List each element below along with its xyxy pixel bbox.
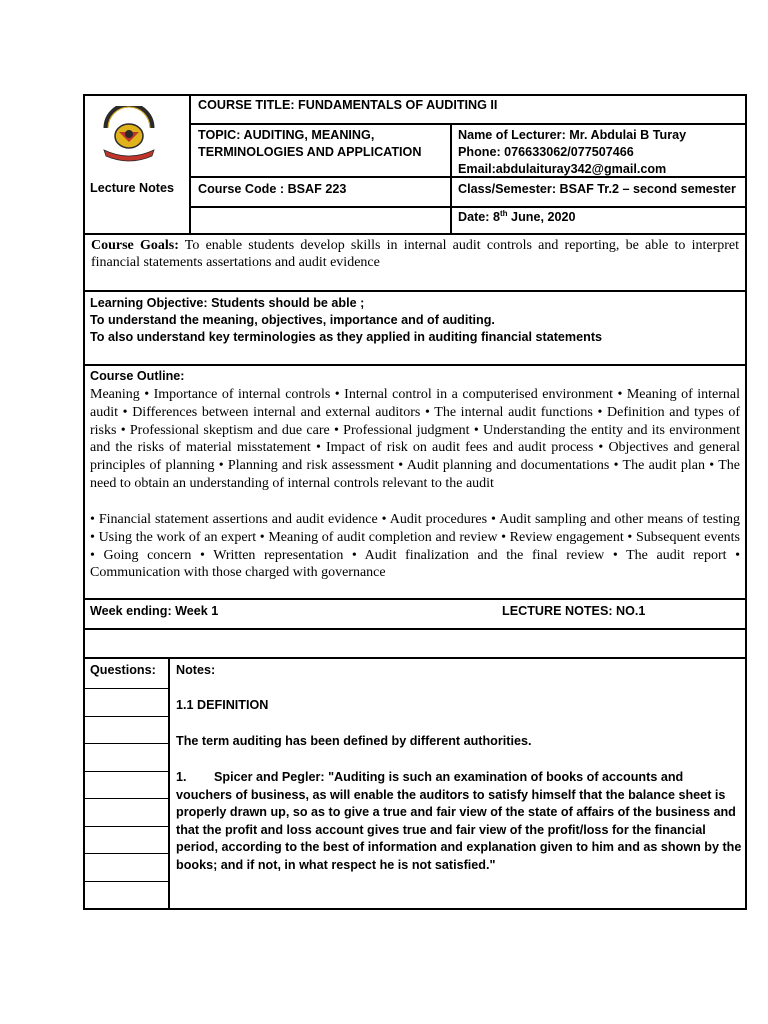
header-divider-vertical-left	[189, 94, 191, 234]
definition-intro: The term auditing has been defined by different authorities.	[176, 734, 532, 748]
course-outline-paragraph-1: Meaning • Importance of internal controls • Internal control in a computerised environment • Meaning of internal audit • Differences between internal and external auditors • The internal audit functions • Definition and types of risks • Professional skeptism and due care • Professional judgment • Understanding the entity and its environment and the risks of material misstatement • Impact of risk on audit fees and audit process • Objectives and general principles of planning • Planning and risk assessment • Audit planning and documentations • The audit plan • The need to obtain an understanding of internal controls relevant to the audit	[90, 387, 740, 491]
notes-label: Notes:	[176, 663, 216, 677]
lecturer-phone: Phone: 076633062/077507466	[458, 145, 634, 159]
course-outline-paragraph-2: • Financial statement assertions and audit evidence • Audit procedures • Audit sampling and other means of testing • Using the work of an expert • Meaning of audit completion and review • Review engagement • Subsequent events • Going concern • Written representation • Audit finalization and the final review • The audit report • Communication with those charged with governance	[90, 512, 740, 581]
question-line-8	[84, 881, 168, 882]
question-line-2	[84, 716, 168, 717]
course-code: Course Code : BSAF 223	[198, 182, 347, 196]
date-suffix: June, 2020	[507, 210, 576, 224]
goals-bottom-line	[83, 290, 747, 292]
course-goals	[91, 237, 739, 271]
objective-line-1: Learning Objective: Students should be able ;	[90, 296, 365, 310]
class-semester: Class/Semester: BSAF Tr.2 – second semester	[458, 182, 736, 196]
week-bottom-line	[83, 628, 747, 630]
week-ending: Week ending: Week 1	[90, 604, 219, 618]
definition-item-number: 1.	[176, 770, 187, 784]
definition-item-1	[176, 769, 742, 874]
question-line-1	[84, 688, 168, 689]
course-title: COURSE TITLE: FUNDAMENTALS OF AUDITING II	[198, 98, 498, 112]
header-divider-vertical-mid	[450, 124, 452, 234]
question-line-7	[84, 853, 168, 854]
objectives-bottom-line	[83, 364, 747, 366]
blank-row-bottom-line	[83, 657, 747, 659]
objective-line-3: To also understand key terminologies as they applied in auditing financial statements	[90, 330, 603, 344]
question-line-4	[84, 771, 168, 772]
question-line-3	[84, 743, 168, 744]
definition-item-text: Spicer and Pegler: "Auditing is such an examination of books of accounts and vouchers of business, as will enable the auditors to satisfy himself that the balance sheet is properly drawn up, so as to give a true and fair view of the state of affairs of the business and that the profit and loss account gives true and fair view of the profit/loss for the financial period, according to the best of information and explanation given to him and as shown by the books; and if not, in what respect he is not satisfied."	[176, 770, 742, 872]
lecture-notes-label: Lecture Notes	[90, 181, 174, 195]
question-line-5	[84, 798, 168, 799]
header-row-line-1	[189, 123, 747, 125]
university-crest-logo	[100, 106, 158, 164]
lecturer-name: Name of Lecturer: Mr. Abdulai B Turay	[458, 128, 687, 142]
lecture-date	[458, 209, 575, 226]
objective-line-2: To understand the meaning, objectives, importance and of auditing.	[90, 313, 495, 327]
lecturer-email: Email:abdulaituray342@gmail.com	[458, 162, 667, 176]
question-line-6	[84, 826, 168, 827]
header-row-line-3	[189, 206, 747, 208]
lecture-notes-number: LECTURE NOTES: NO.1	[502, 604, 646, 618]
questions-column-divider	[168, 657, 170, 910]
course-goals-text: To enable students develop skills in internal audit controls and reporting, be able to interpret financial statements assertations and audit evidence	[91, 238, 739, 270]
header-bottom-line	[83, 233, 747, 235]
course-outline-label: Course Outline:	[90, 369, 185, 383]
topic-line-1: TOPIC: AUDITING, MEANING,	[198, 128, 375, 142]
questions-label: Questions:	[90, 663, 156, 677]
date-prefix: Date: 8	[458, 210, 500, 224]
topic-line-2: TERMINOLOGIES AND APPLICATION	[198, 145, 422, 159]
outline-bottom-line	[83, 598, 747, 600]
date-superscript: th	[500, 208, 508, 218]
definition-heading: 1.1 DEFINITION	[176, 698, 269, 712]
course-goals-label: Course Goals:	[91, 238, 179, 253]
